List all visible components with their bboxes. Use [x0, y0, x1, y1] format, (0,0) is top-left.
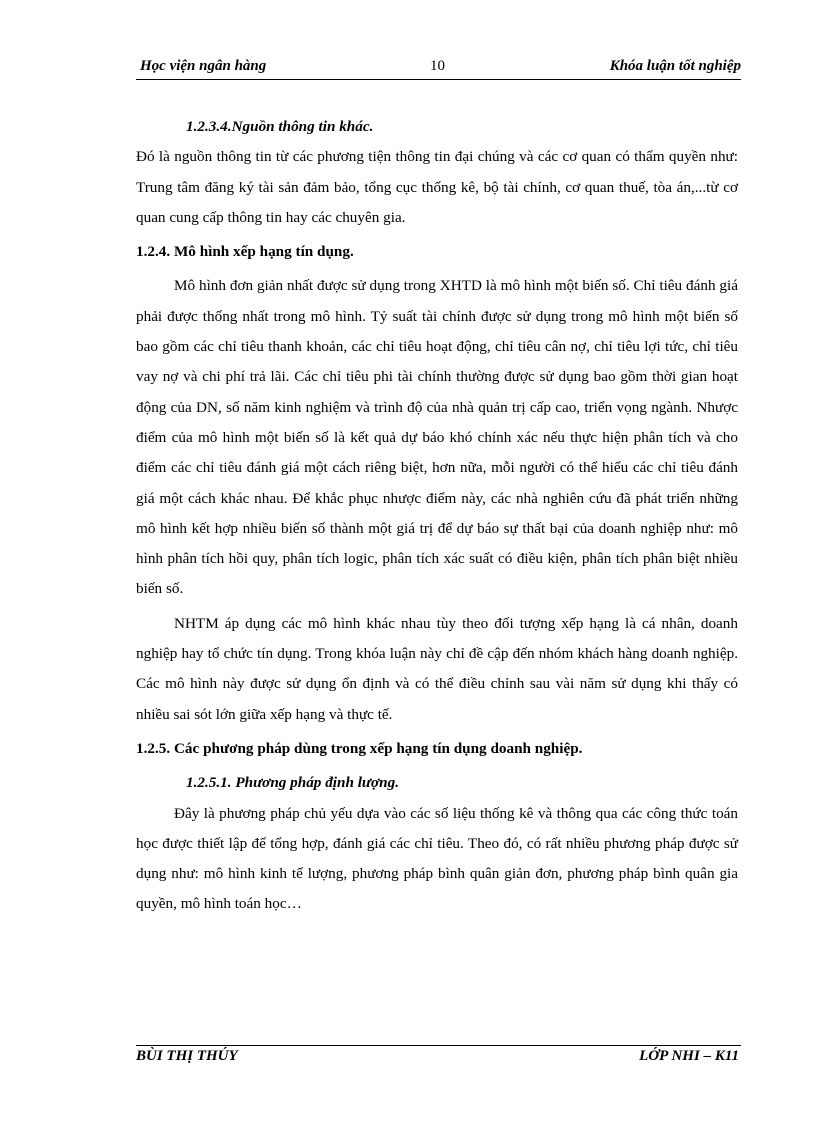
paragraph-quantitative-method: Đây là phương pháp chủ yếu dựa vào các số liệu thống kê và thông qua các công thức toán học được thiết lập để tổng hợp, đánh giá các chỉ tiêu. Theo đó, có rất nhiều phương pháp được sử dụng như: mô hình kinh tế lượng, phương pháp bình quân giản đơn, phương pháp bình quân gia quyền, mô hình toán học… — [136, 804, 738, 913]
heading-1-2-5-1: 1.2.5.1. Phương pháp định lượng. — [186, 774, 400, 792]
page-number: 10 — [430, 58, 445, 74]
page-body — [136, 112, 738, 920]
paragraph-credit-rating-model-2: NHTM áp dụng các mô hình khác nhau tùy theo đối tượng xếp hạng là cá nhân, doanh nghiệp hay tổ chức tín dụng. Trong khóa luận này chỉ đề cập đến nhóm khách hàng doanh nghiệp. Các mô hình này được sử dụng ổn định và có thể điều chỉnh sau vài năm sử dụng khi thấy có nhiều sai sót lớn giữa xếp hạng và thực tế. — [136, 614, 738, 723]
header-rule — [136, 79, 741, 80]
header-institution: Học viện ngân hàng — [140, 58, 267, 74]
paragraph-credit-rating-model-1: Mô hình đơn giản nhất được sử dụng trong XHTD là mô hình một biến số. Chỉ tiêu đánh giá phải được thống nhất trong mô hình. Tỷ suất tài chính được sử dụng trong mô hình một biến số bao gồm các chỉ tiêu thanh khoản, các chỉ tiêu hoạt động, chỉ tiêu cân nợ, chỉ tiêu lợi tức, chỉ tiêu vay nợ và chi phí trả lãi. Các chỉ tiêu phi tài chính thường được sử dụng bao gồm thời gian hoạt động của DN, số năm kinh nghiệm và trình độ của nhà quản trị cấp cao, triển vọng ngành. Nhược điểm của mô hình một biến số là kết quả dự báo khó chính xác nếu thực hiện phân tích và cho điểm các chỉ tiêu đánh giá một cách riêng biệt, hơn nữa, mỗi người có thể hiểu các chỉ tiêu đánh giá một cách khác nhau. Để khắc phục nhược điểm này, các nhà nghiên cứu đã phát triển những mô hình kết hợp nhiều biến số thành một giá trị để dự báo sự thất bại của doanh nghiệp như: mô hình phân tích hồi quy, phân tích logic, phân tích xác suất có điều kiện, phân tích phân biệt nhiều biến số. — [136, 277, 738, 598]
footer-author: BÙI THỊ THÚY — [136, 1048, 238, 1064]
page-header — [136, 58, 741, 80]
header-document-type: Khóa luận tốt nghiệp — [609, 58, 741, 74]
heading-1-2-3-4: 1.2.3.4.Nguồn thông tin khác. — [186, 118, 374, 135]
paragraph-other-sources: Đó là nguồn thông tin từ các phương tiện thông tin đại chúng và các cơ quan có thẩm quyền như: Trung tâm đăng ký tài sản đảm bảo, tổng cục thống kê, bộ tài chính, cơ quan thuế, tòa án,...từ cơ quan cung cấp thông tin hay các chuyên gia. — [136, 148, 738, 226]
footer-class: LỚP NHI – K11 — [639, 1048, 739, 1064]
heading-1-2-5: 1.2.5. Các phương pháp dùng trong xếp hạng tín dụng doanh nghiệp. — [136, 739, 583, 757]
footer-rule — [136, 1045, 741, 1046]
heading-1-2-4: 1.2.4. Mô hình xếp hạng tín dụng. — [136, 243, 354, 261]
